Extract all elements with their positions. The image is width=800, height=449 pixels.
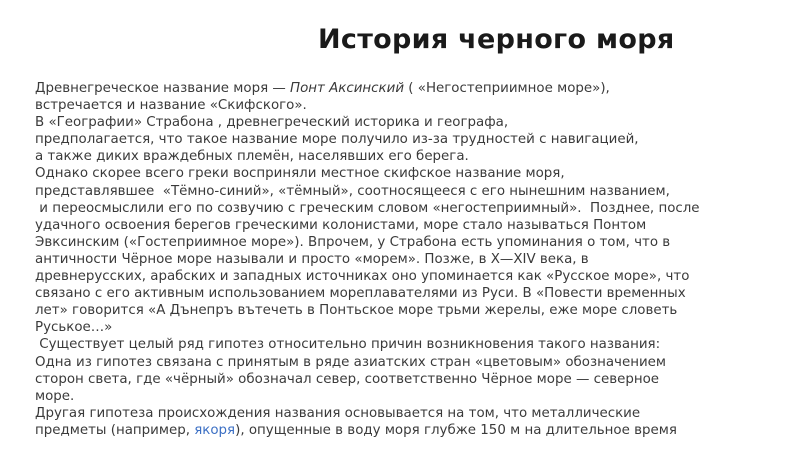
text-line: Руськое…» — [35, 320, 113, 336]
text-line: море. — [35, 388, 75, 404]
text-line: а также диких враждебных племён, населявших его берега. — [35, 149, 469, 165]
text-line: Однако скорее всего греки восприняли местное скифское название моря, — [35, 166, 565, 182]
text-line: связано с его активным использованием мореплавателями из Руси. В «Повести временных — [35, 286, 686, 302]
text-line: Эвксинским («Гостеприимное море»). Впрочем, у Страбона есть упоминания о том, что в — [35, 234, 671, 250]
text-line: и переосмыслили его по созвучию с греческим словом «негостеприимный». Позднее, после — [35, 200, 700, 216]
text-line — [35, 80, 800, 97]
text-line: предполагается, что такое название море получило из-за трудностей с навигацией, — [35, 132, 639, 148]
text-fragment: ), опущенные в воду моря глубже 150 м на длительное время — [235, 422, 677, 438]
text-line: сторон света, где «чёрный» обозначал север, соответственно Чёрное море — северное — [35, 371, 660, 387]
anchor-link[interactable]: якоря — [194, 422, 236, 438]
text-line: встречается и название «Скифского». — [35, 98, 307, 114]
text-line — [35, 422, 800, 439]
text-line: представлявшее «Тёмно-синий», «тёмный», соотносящееся с его нынешним названием, — [35, 183, 670, 199]
page-title: История черного моря — [318, 24, 675, 55]
text-fragment: Древнегреческое название моря — — [35, 81, 291, 96]
text-fragment: предметы (например, — [35, 422, 195, 438]
emphasis-name: Понт Аксинский — [290, 81, 405, 96]
text-line: Существует целый ряд гипотез относительно причин возникновения такого названия: — [35, 337, 661, 353]
text-line: лет» говорится «А Дънепръ вътечеть в Понтьское море трьми жерелы, еже море словеть — [35, 303, 678, 319]
body-text — [35, 80, 800, 439]
text-line: древнерусских, арабских и западных источниках оно упоминается как «Русское море», что — [35, 269, 690, 285]
text-fragment: ( «Негостеприимное море»), — [404, 81, 610, 96]
text-line: В «Географии» Страбона , древнегреческий историка и географа, — [35, 115, 509, 131]
text-line: античности Чёрное море называли и просто «морем». Позже, в X—XIV века, в — [35, 251, 589, 267]
text-line: удачного освоения берегов греческими колонистами, море стало называться Понтом — [35, 217, 647, 233]
text-line: Одна из гипотез связана с принятым в ряде азиатских стран «цветовым» обозначением — [35, 354, 666, 370]
text-line: Другая гипотеза происхождения названия основывается на том, что металлические — [35, 405, 641, 421]
